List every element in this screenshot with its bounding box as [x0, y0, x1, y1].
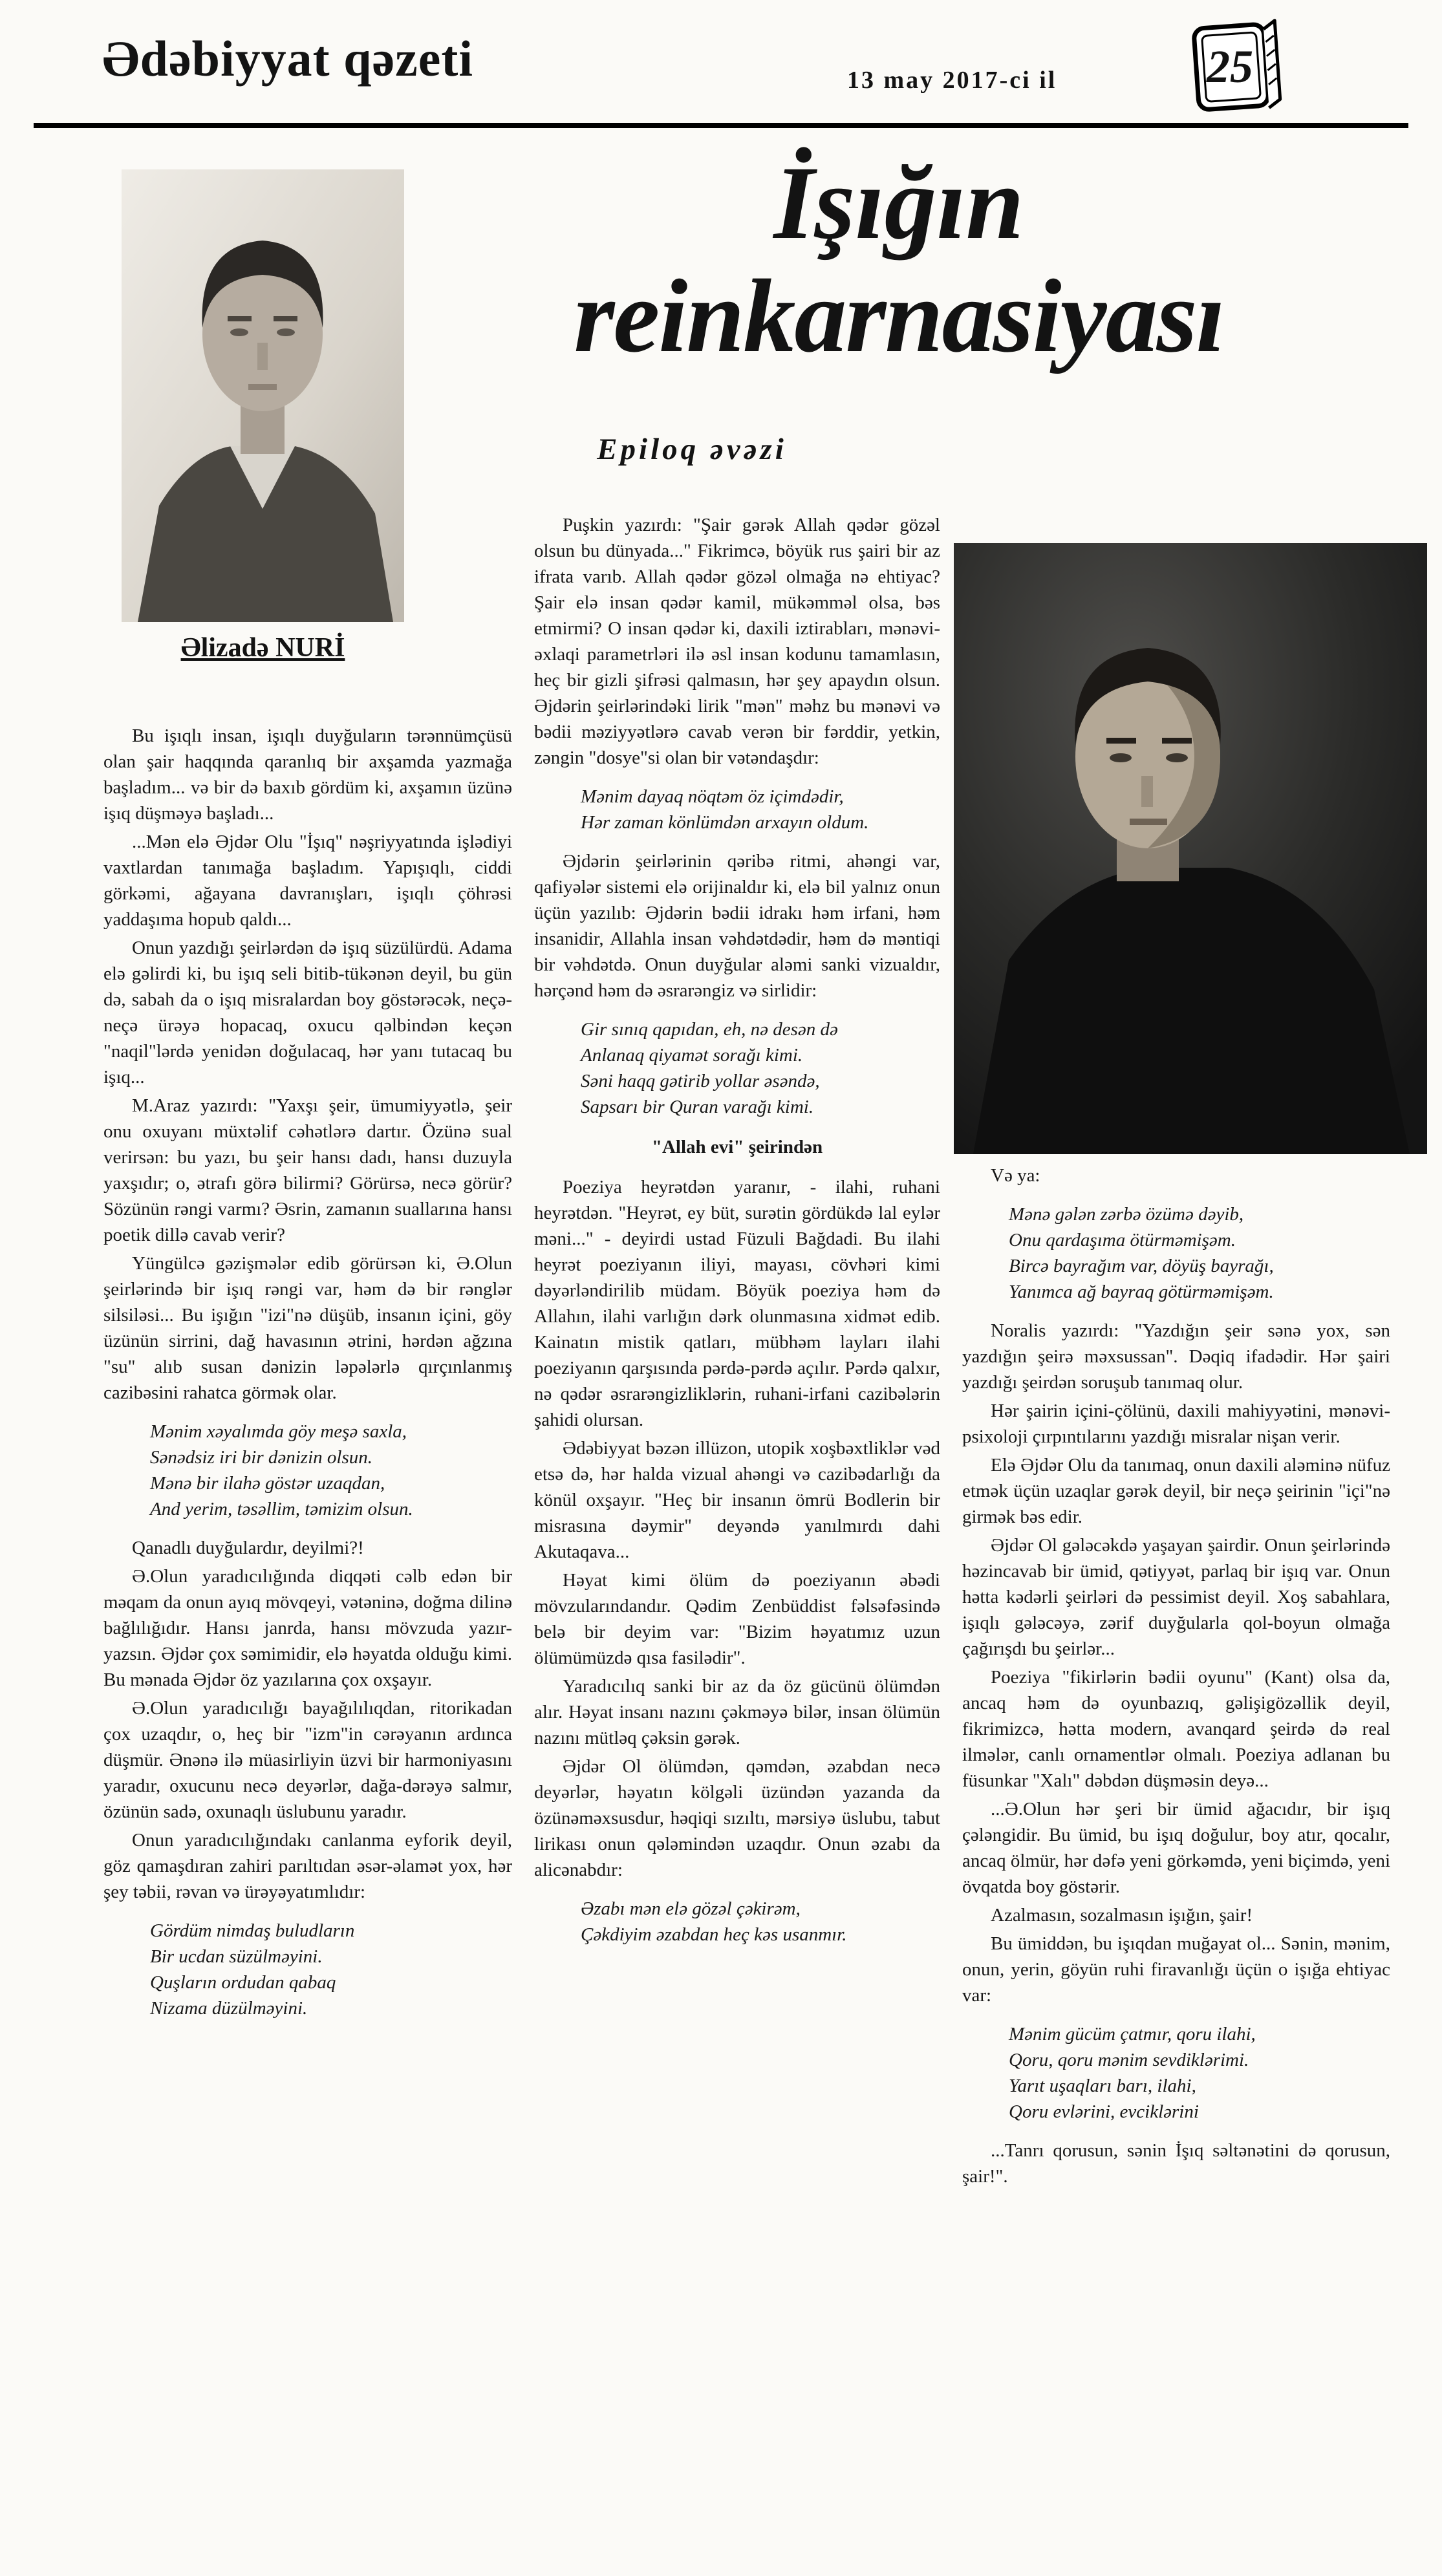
paragraph: Həyat kimi ölüm də poeziyanın əbədi mövzularındandır. Qədim Zenbüddist fəlsəfəsində belə bir deyim var: "Bizim həyatımız uzun ölümümüzdə qısa fasilədir". — [534, 1570, 940, 1668]
poem-line: Anlanaq qiyamət sorağı kimi. — [581, 1045, 803, 1066]
subject-photo — [954, 543, 1427, 1154]
poem-line: Gördüm nimdaş buludların — [150, 1920, 355, 1941]
paragraph: M.Araz yazırdı: "Yaxşı şeir, ümumiyyətlə, şeir onu oxuyanı müxtəlif cəhətlərə dartır. Özünə sual verirsən: bu yazı, bu şeir hansı dadı, hansı duzuyla yaxşıdır; o, ətrafı görə bilirmi? Görürsə, necə görür? Sözünün rəngi varmı? Əsrin, zamanın suallarına hansı poetik dillə cavab verir? — [103, 1095, 512, 1245]
paragraph: Onun yazdığı şeirlərdən də işıq süzülürdü. Adama elə gəlirdi ki, bu işıq seli bitib-tükənən deyil, bu gün də, sabah da o işıq misralardan boy göstərəcək, neçə-neçə ürəyə hopacaq, oxucu qəlbindən keçən "naqil"lərdə yenidən doğulacaq, hər yanı tutacaq bu işıq... — [103, 938, 512, 1088]
paragraph: Bu işıqlı insan, işıqlı duyğuların tərənnümçüsü olan şair haqqında qaranlıq bir axşamda yazmağa başladım... və bir də baxıb gördüm ki, axşamın üzünə işıq düşməyə başladı... — [103, 725, 512, 824]
poem-line: Nizama düzülməyini. — [150, 1998, 308, 2019]
paragraph: Qanadlı duyğulardır, deyilmi?! — [132, 1538, 364, 1558]
paragraph: Bu ümiddən, bu işıqdan muğayat ol... Sənin, mənim, onun, yerin, göyün ruhi firavanlığı üçün o işığa ehtiyac var: — [962, 1933, 1390, 2006]
subject-photo-image — [954, 543, 1427, 1154]
paragraph: ...Tanrı qorusun, sənin İşıq səltənətini də qorusun, şair!". — [962, 2140, 1390, 2187]
article-title-line1: İşığın — [773, 145, 1024, 261]
masthead: Ədəbiyyat qəzeti — [102, 30, 474, 87]
poem — [1009, 1201, 1390, 1305]
poem-line: Qoru evlərini, evciklərini — [1009, 2101, 1199, 2122]
paragraph: Əjdərin şeirlərinin qəribə ritmi, ahəngi var, qafiyələr sistemi elə orijinaldır ki, elə bil yalnız onun üçün yazılıb: Əjdərin bədii idrakı həm irfani, həm insanidir, Allahla insan vəhdətdədir, həm də məntiqi bir vəhdətdə. Onun duyğular aləmi sanki vizualdır, hərçənd həm də əsrarəngiz və sirlidir: — [534, 851, 940, 1001]
poem-line: Mənə bir ilahə göstər uzaqdan, — [150, 1473, 385, 1494]
text-column-2 — [534, 512, 940, 1960]
poem-line: Qoru, qoru mənim sevdiklərimi. — [1009, 2050, 1249, 2070]
page-number: 25 — [1207, 41, 1253, 92]
paragraph: Əjdər Ol gələcəkdə yaşayan şairdir. Onun şeirlərində həzincavab bir ümid, qətiyyət, parlaq bir işıq var. Onun hətta kədərli şeirləri də pessimist deyil. Xoş sabahlara, işıqlı gələcəyə, zərif duyğularla qol-boyun olmağa çağırışdı bu şeirlər... — [962, 1535, 1390, 1659]
paragraph: Ə.Olun yaradıcılığı bayağılılıqdan, ritorikadan çox uzaqdır, o, heç bir "izm"in cərəyanın ardınca düşmür. Ənənə ilə müasirliyin üzvi bir harmoniyasını yaradır, oxucunu necə deyərlər, dağa-dərəyə salmır, özünün sadə, oxunaqlı üslubunu yaradır. — [103, 1698, 512, 1822]
paragraph: ...Mən elə Əjdər Olu "İşıq" nəşriyyatında işlədiyi vaxtlardan tanımağa başladım. Yapışıqlı, ciddi görkəmi, ağayana davranışları, işıqlı çöhrəsi yaddaşıma hopub qaldı... — [103, 832, 512, 930]
paragraph: Əjdər Ol ölümdən, qəmdən, əzabdan necə deyərlər, həyatın kölgəli üzündən yazanda da özünəməxsusdur, həqiqi sızıltı, mərsiyə üslubu, tabut lirikası onun qələmindən uzaqdır. Onun əzabı da alicənabdır: — [534, 1756, 940, 1880]
paragraph: Onun yaradıcılığındakı canlanma eyforik deyil, göz qamaşdıran zahiri parıltıdan əsər-əlamət yox, hər şey təbii, rəvan və ürəyəyatımlıdır: — [103, 1830, 512, 1902]
paragraph: Ədəbiyyat bəzən illüzon, utopik xoşbəxtliklər vəd etsə də, hər halda vizual ahəngi və cazibədarlığı da könül oxşayır. "Heç bir insanın ömrü Bodlerin bir misrasına dəymir" deyəndə yanılmırdı dahi Akutaqava... — [534, 1438, 940, 1562]
paragraph: Poeziya heyrətdən yaranır, - ilahi, ruhani heyrətdən. "Heyrət, ey büt, surətin gördükdə lal eylər məni..." - deyirdi ustad Füzuli Bağdadi. Bu ilahi heyrət poeziyanın iliyi, mayası, cövhəri kimi dəyərləndirilib müdam. Böyük poeziya həm də Allahın, ilahi varlığın dərk olunmasına xidmət edib. Kainatın mistik qatları, mübhəm layları ilahi poeziyanın qarşısında pərdə-pərdə açılır. Pərdə qalxır, nə qədər əsrarəngizliklərin, ruhani-irfani cazibələrin şahidi olursan. — [534, 1177, 940, 1430]
paragraph: Puşkin yazırdı: "Şair gərək Allah qədər gözəl olsun bu dünyada..." Fikrimcə, böyük rus şairi bir az ifrata varıb. Allah qədər gözəl olmağa nə ehtiyac? Şair elə insan qədər kamil, mükəmməl olsa, bəs etmirmi? O insan qədər ki, daxili iztirabları, mənəvi-əxlaqi parametrləri ilə əsl insan kodunu tamamlasın, heç bir gizli şifrəsi qalmasın, hər şey apaydın olsun. Əjdərin şeirlərindəki lirik "mən" məhz bu mənəvi və bədii məziyyətlərə cavab verən bir fərddir, yetkin, zəngin "dosye"si olan bir vətəndaşdır: — [534, 515, 940, 768]
author-photo — [122, 169, 404, 622]
header-rule — [34, 123, 1408, 128]
paragraph: Ə.Olun yaradıcılığında diqqəti cəlb edən bir məqam da onun ayıq mövqeyi, vətəninə, doğma dilinə bağlılığıdır. Hansı janrda, hansı mövzuda yazır-yazsın. Əjdər çox səmimidir, elə həyatda olduğu kimi. Bu mənada Əjdər öz yazılarına çox oxşayır. — [103, 1566, 512, 1690]
poem-line: Sapsarı bir Quran varağı kimi. — [581, 1097, 814, 1117]
paragraph: Noralis yazırdı: "Yazdığın şeir sənə yox, sən yazdığın şeirə məxsussan". Dəqiq ifadədir. Hər şairi yazdığı şeirdən soruşub tanımaq olur. — [962, 1320, 1390, 1393]
poem-line: Quşların ordudan qabaq — [150, 1972, 336, 1993]
section-heading: "Allah evi" şeirindən — [651, 1137, 823, 1157]
poem-line: Gir sınıq qapıdan, eh, nə desən də — [581, 1019, 838, 1040]
paragraph: Hər şairin içini-çölünü, daxili mahiyyətini, mənəvi-psixoloji çırpıntılarını yazdığı misralar nişan verir. — [962, 1401, 1390, 1447]
poem-line: Bir ucdan süzülməyini. — [150, 1946, 323, 1967]
paragraph: Və ya: — [991, 1165, 1040, 1186]
poem-line: And yerim, təsəllim, təmizim olsun. — [150, 1499, 413, 1519]
paragraph: Yüngülcə gəzişmələr edib görürsən ki, Ə.Olun şeirlərində bir işıq rəngi var, həm də bir rənglər silsiləsi... Bu işığın "izi"nə düşüb, insanın içini, göy üzünün sirrini, dağ havasının ətrini, hərdən ağzına "su" alıb susan dənizin ləpələrlə qırçınlanmış cazibəsini rahatca görmək olar. — [103, 1253, 512, 1403]
paragraph: Poeziya "fikirlərin bədii oyunu" (Kant) olsa da, ancaq həm də oyunbazıq, gəlişigözəllik deyil, fikrimizcə, hətta modern, avanqard şeirdə də real ilmələr, canlı ornamentlər olmalı. Poeziya adlanan bu füsunkar "Xalı" dəbdən düşməsin deyə... — [962, 1667, 1390, 1791]
poem-line: Əzabı mən elə gözəl çəkirəm, — [581, 1898, 801, 1919]
poem — [581, 1896, 940, 1948]
article-subtitle: Epiloq əvəzi — [597, 433, 787, 466]
paragraph: Azalmasın, sozalmasın işığın, şair! — [991, 1905, 1253, 1926]
issue-date: 13 may 2017-ci il — [847, 67, 1057, 94]
poem — [1009, 2021, 1390, 2125]
poem-line: Sənədsiz iri bir dənizin olsun. — [150, 1447, 372, 1468]
poem-line: Yanımca ağ bayraq götürməmişəm. — [1009, 1282, 1274, 1302]
poem — [150, 1419, 512, 1522]
poem-line: Mənim xəyalımda göy meşə saxla, — [150, 1421, 407, 1442]
poem-line: Mənə gələn zərbə özümə dəyib, — [1009, 1204, 1244, 1225]
poem-line: Səni haqq gətirib yollar əsəndə, — [581, 1071, 820, 1091]
paragraph: Yaradıcılıq sanki bir az da öz gücünü ölümdən alır. Həyat insanı nazını çəkməyə bilər, insan ölümün nazını mütləq çəksin gərək. — [534, 1676, 940, 1748]
poem-line: Yarıt uşaqları barı, ilahi, — [1009, 2076, 1196, 2096]
article-title-line2: reinkarnasiyası — [574, 258, 1224, 374]
author-photo-image — [122, 169, 404, 622]
paragraph: ...Ə.Olun hər şeri bir ümid ağacıdır, bir işıq çələngidir. Bu ümid, bu işıq doğulur, boy atır, qocalır, ancaq ölmür, hər dəfə yeni görkəmdə, yeni biçimdə, yeni övqatda boy göstərir. — [962, 1799, 1390, 1897]
poem-line: Bircə bayrağım var, döyüş bayrağı, — [1009, 1256, 1274, 1276]
poem-line: Onu qardaşıma ötürməmişəm. — [1009, 1230, 1236, 1250]
poem — [581, 1016, 940, 1120]
paragraph: Elə Əjdər Olu da tanımaq, onun daxili aləminə nüfuz etmək üçün uzaqlar gərək deyil, bir neçə şeirinin "içi"nə girmək bəs edir. — [962, 1455, 1390, 1527]
author-name: Əlizadə NURİ — [180, 633, 345, 663]
poem-line: Çəkdiyim əzabdan heç kəs usanmır. — [581, 1924, 847, 1945]
poem-line: Hər zaman könlümdən arxayın oldum. — [581, 812, 869, 833]
poem-line: Mənim gücüm çatmır, qoru ilahi, — [1009, 2024, 1256, 2045]
poem — [150, 1918, 512, 2021]
page-number-book-icon — [1191, 18, 1283, 115]
poem-line: Mənim dayaq nöqtəm öz içimdədir, — [581, 786, 844, 807]
text-column-3 — [962, 1163, 1390, 2192]
article-title — [446, 147, 1351, 374]
text-column-1 — [103, 723, 512, 2034]
poem — [581, 784, 940, 835]
